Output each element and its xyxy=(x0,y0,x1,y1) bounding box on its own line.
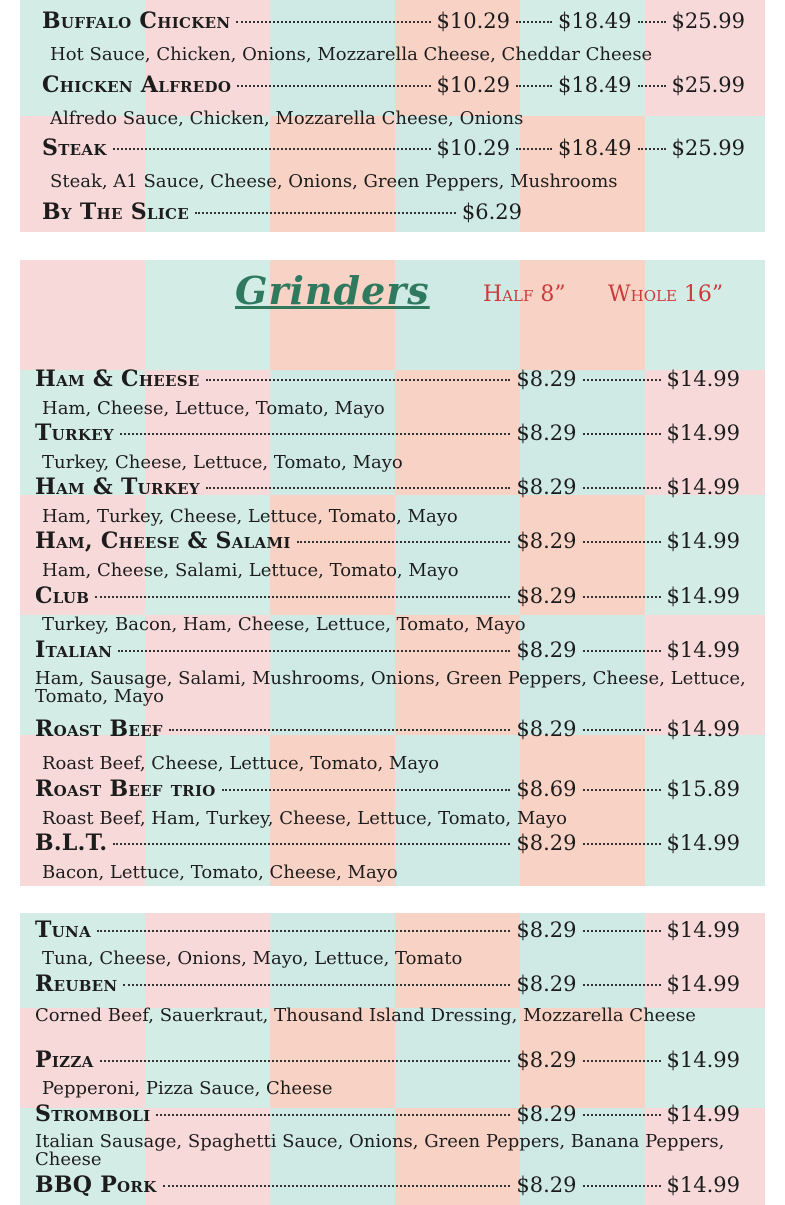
item-description: Roast Beef, Cheese, Lettuce, Tomato, Mayo xyxy=(42,753,440,774)
grinder-item xyxy=(35,474,740,500)
grinder-item xyxy=(35,420,740,446)
item-name: Ham & Turkey xyxy=(35,474,200,500)
grinder-item xyxy=(35,366,740,392)
price-whole: $14.99 xyxy=(666,831,740,855)
grinder-item xyxy=(35,1101,740,1127)
price-whole: $14.99 xyxy=(666,972,740,996)
item-name: Buffalo Chicken xyxy=(42,8,231,34)
grinder-item xyxy=(35,776,740,802)
item-description: Hot Sauce, Chicken, Onions, Mozzarella Cheese, Cheddar Cheese xyxy=(50,44,653,65)
grinder-item xyxy=(35,971,740,997)
grinders-panel-continued xyxy=(20,913,765,1205)
item-description: Ham, Turkey, Cheese, Lettuce, Tomato, Mayo xyxy=(42,506,458,527)
grinder-item xyxy=(35,637,740,663)
item-name: Roast Beef trio xyxy=(35,776,216,802)
price-medium: $18.49 xyxy=(558,9,632,33)
price-medium: $18.49 xyxy=(558,73,632,97)
price-small: $10.29 xyxy=(436,73,511,97)
price-half: $8.29 xyxy=(516,1048,577,1072)
price-large: $25.99 xyxy=(671,73,745,97)
item-description: Alfredo Sauce, Chicken, Mozzarella Cheese, Onions xyxy=(50,108,524,129)
grinders-panel xyxy=(20,260,765,886)
item-name: B.L.T. xyxy=(35,830,108,856)
grinder-item xyxy=(35,1172,740,1198)
price-half: $8.29 xyxy=(516,529,577,553)
price-whole: $14.99 xyxy=(666,1048,740,1072)
price-half: $8.29 xyxy=(516,584,577,608)
price-whole: $14.99 xyxy=(666,421,740,445)
item-description: Tuna, Cheese, Onions, Mayo, Lettuce, Tomato xyxy=(42,948,463,969)
item-description: Bacon, Lettuce, Tomato, Cheese, Mayo xyxy=(42,862,398,883)
price-whole: $14.99 xyxy=(666,367,740,391)
item-name: Roast Beef xyxy=(35,716,163,742)
price-half: $8.29 xyxy=(516,1173,577,1197)
price: $6.29 xyxy=(461,200,522,224)
item-name: Reuben xyxy=(35,971,118,997)
price-half: $8.29 xyxy=(516,972,577,996)
price-large: $25.99 xyxy=(671,136,745,160)
item-name: Steak xyxy=(42,135,107,161)
item-name: Ham & Cheese xyxy=(35,366,200,392)
item-name: Italian xyxy=(35,637,113,663)
price-half: $8.69 xyxy=(516,777,577,801)
price-half: $8.29 xyxy=(516,717,577,741)
item-description: Turkey, Bacon, Ham, Cheese, Lettuce, Tomato, Mayo xyxy=(42,614,526,635)
menu-item-chicken-alfredo xyxy=(42,72,745,98)
menu-item-buffalo-chicken xyxy=(42,8,745,34)
price-half: $8.29 xyxy=(516,918,577,942)
price-whole: $14.99 xyxy=(666,717,740,741)
item-name: BBQ Pork xyxy=(35,1172,157,1198)
price-medium: $18.49 xyxy=(558,136,632,160)
price-whole: $14.99 xyxy=(666,918,740,942)
grinder-item xyxy=(35,716,740,742)
price-whole: $14.99 xyxy=(666,475,740,499)
item-name: By The Slice xyxy=(42,199,190,225)
item-description: Ham, Cheese, Salami, Lettuce, Tomato, Mayo xyxy=(42,560,459,581)
item-description: Ham, Cheese, Lettuce, Tomato, Mayo xyxy=(42,398,385,419)
grinder-item xyxy=(35,830,740,856)
price-whole: $14.99 xyxy=(666,1102,740,1126)
item-name: Pizza xyxy=(35,1047,94,1073)
grinder-item xyxy=(35,583,740,609)
price-half: $8.29 xyxy=(516,638,577,662)
item-name: Tuna xyxy=(35,917,92,943)
grinder-item xyxy=(35,1047,740,1073)
item-description: Pepperoni, Pizza Sauce, Cheese xyxy=(42,1078,333,1099)
price-whole: $14.99 xyxy=(666,584,740,608)
price-half: $8.29 xyxy=(516,831,577,855)
price-large: $25.99 xyxy=(671,9,745,33)
price-half: $8.29 xyxy=(516,1102,577,1126)
item-name: Stromboli xyxy=(35,1101,151,1127)
price-half: $8.29 xyxy=(516,475,577,499)
price-whole: $14.99 xyxy=(666,529,740,553)
grinder-item xyxy=(35,528,740,554)
menu-item-steak xyxy=(42,135,745,161)
item-description: Corned Beef, Sauerkraut, Thousand Island Dressing, Mozzarella Cheese xyxy=(35,1005,696,1026)
item-description: Italian Sausage, Spaghetti Sauce, Onions, Green Peppers, Banana Peppers, Cheese xyxy=(35,1131,725,1170)
item-name: Chicken Alfredo xyxy=(42,72,232,98)
item-description: Steak, A1 Sauce, Cheese, Onions, Green Peppers, Mushrooms xyxy=(50,171,618,192)
menu-item-by-the-slice xyxy=(42,199,522,225)
price-whole: $14.99 xyxy=(666,638,740,662)
price-half: $8.29 xyxy=(516,367,577,391)
item-description: Roast Beef, Ham, Turkey, Cheese, Lettuce, Tomato, Mayo xyxy=(42,808,568,829)
whole-size-header: Whole 16” xyxy=(608,282,724,307)
item-description: Ham, Sausage, Salami, Mushrooms, Onions, Green Peppers, Cheese, Lettuce, Tomato, Mayo xyxy=(35,668,746,707)
item-name: Turkey xyxy=(35,420,114,446)
grinder-item xyxy=(35,917,740,943)
section-title: Grinders xyxy=(235,268,430,313)
pizza-panel xyxy=(20,0,765,232)
price-whole: $14.99 xyxy=(666,1173,740,1197)
price-small: $10.29 xyxy=(436,136,511,160)
item-name: Ham, Cheese & Salami xyxy=(35,528,291,554)
item-name: Club xyxy=(35,583,90,609)
price-whole: $15.89 xyxy=(666,777,740,801)
price-half: $8.29 xyxy=(516,421,577,445)
half-size-header: Half 8” xyxy=(483,282,566,307)
item-description: Turkey, Cheese, Lettuce, Tomato, Mayo xyxy=(42,452,403,473)
price-small: $10.29 xyxy=(436,9,511,33)
